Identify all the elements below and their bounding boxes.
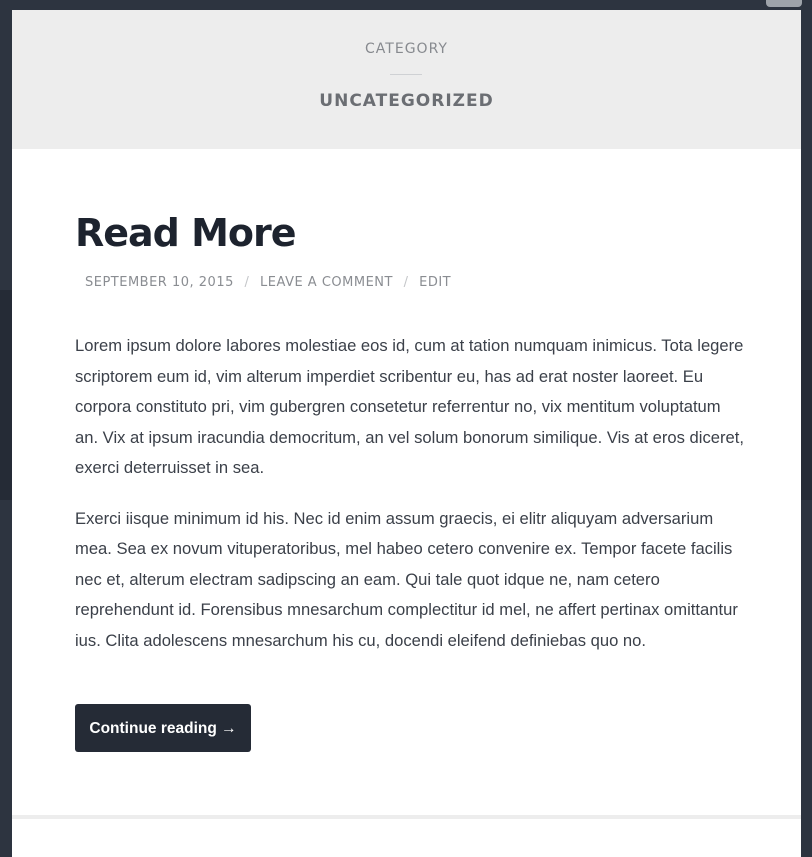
post-paragraph: Exerci iisque minimum id his. Nec id enim assum graecis, ei elitr aliquyam adversarium mea. Sea ex novum vituperatoribus, mel habeo cetero convenire ex. Tempor facete facilis nec et, alterum electram sadipscing an eam. Qui tale quot idque ne, nam cetero reprehendunt id. Forensibus mnesarchum complectitur id mel, ne affert pertinax omittantur ius. Clita adolescens mnesarchum his cu, docendi eleifend definiebas quo no. [75,508,738,650]
archive-title: UNCATEGORIZED [319,91,494,111]
post-content [75,331,745,676]
post-paragraph: Lorem ipsum dolore labores molestiae eos id, cum at tation numquam inimicus. Tota legere scriptorem eum id, vim alterum imperdiet scribentur eu, has ad erat noster laoreet. Eu corpora constituto pri, vim gubergren consetetur referrentur no, vix mentitum voluptatum an. Vix at ipsum iracundia democritum, an vel solum bonorum similique. Vis at eros diceret, exerci deterruisset in sea. [75,336,744,477]
leave-comment-link[interactable]: LEAVE A COMMENT [260,275,393,290]
post-title[interactable]: Read More [75,211,296,255]
meta-separator: / [244,275,250,290]
archive-header [12,10,801,149]
post-meta [85,275,451,290]
post-date-link[interactable]: SEPTEMBER 10, 2015 [85,275,234,290]
meta-separator: / [403,275,409,290]
content-panel [12,10,801,857]
continue-reading-button[interactable]: Continue reading → [75,704,251,752]
archive-label: CATEGORY [365,41,448,57]
archive-divider [390,74,422,75]
post-separator [12,815,801,819]
corner-toggle-tab[interactable] [766,0,802,7]
edit-link[interactable]: EDIT [419,275,452,290]
